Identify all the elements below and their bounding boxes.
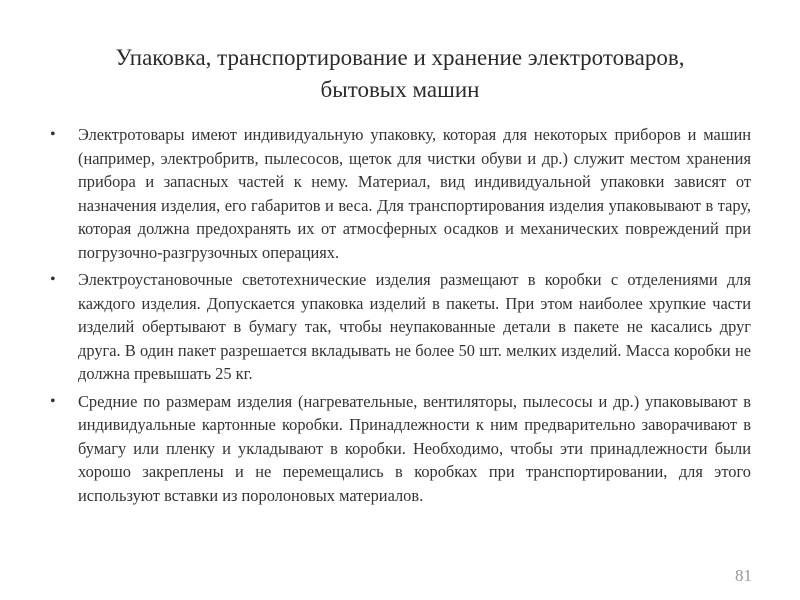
slide-title [40,42,760,106]
slide-title-line-2: бытовых машин [320,77,480,102]
bullet-marker: • [50,271,56,288]
bullet-marker: • [50,126,56,143]
bullet-item-medium-appliances [50,390,751,508]
slide-title-line-1: Упаковка, транспортирование и хранение электротоваров, [115,45,685,70]
bullet-marker: • [50,392,56,410]
bullet-item-packaging [50,123,751,264]
bullet-text: Электротовары имеют индивидуальную упаковку, которая для некоторых приборов и машин (например, электробритв, пылесосов, щеток для чистки обуви и др.) служит местом хранения прибора и запасных частей к нему. Материал, вид индивидуальной упаковки зависят от назначения изделия, его габаритов и веса. Для транспортирования изделия упаковывают в тару, которая должна предохранять их от атмосферных осадков и механических повреждений при погрузочно-разгрузочных операциях. [78,125,751,262]
page-number: 81 [735,566,752,585]
bullet-item-lighting [50,268,751,386]
bullet-text: Электроустановочные светотехнические изделия размещают в коробки с отделениями для каждого изделия. Допускается упаковка изделий в пакеты. При этом наиболее хрупкие части изделий обертывают в бумагу так, чтобы неупакованные детали в пакете не касались друг друга. В один пакет разрешается вкладывать не более 50 шт. мелких изделий. Масса коробки не должна превышать 25 кг. [78,270,751,383]
bullet-text: Средние по размерам изделия (нагревательные, вентиляторы, пылесосы и др.) упаковывают в индивидуальные картонные коробки. Принадлежности к ним предварительно заворачивают в бумагу или пленку и укладывают в коробки. Необходимо, чтобы эти принадлежности были хорошо закреплены и не перемещались в коробках при транспортировании, для этого используют вставки из поролоновых материалов. [78,391,751,505]
bullet-list [0,123,800,511]
